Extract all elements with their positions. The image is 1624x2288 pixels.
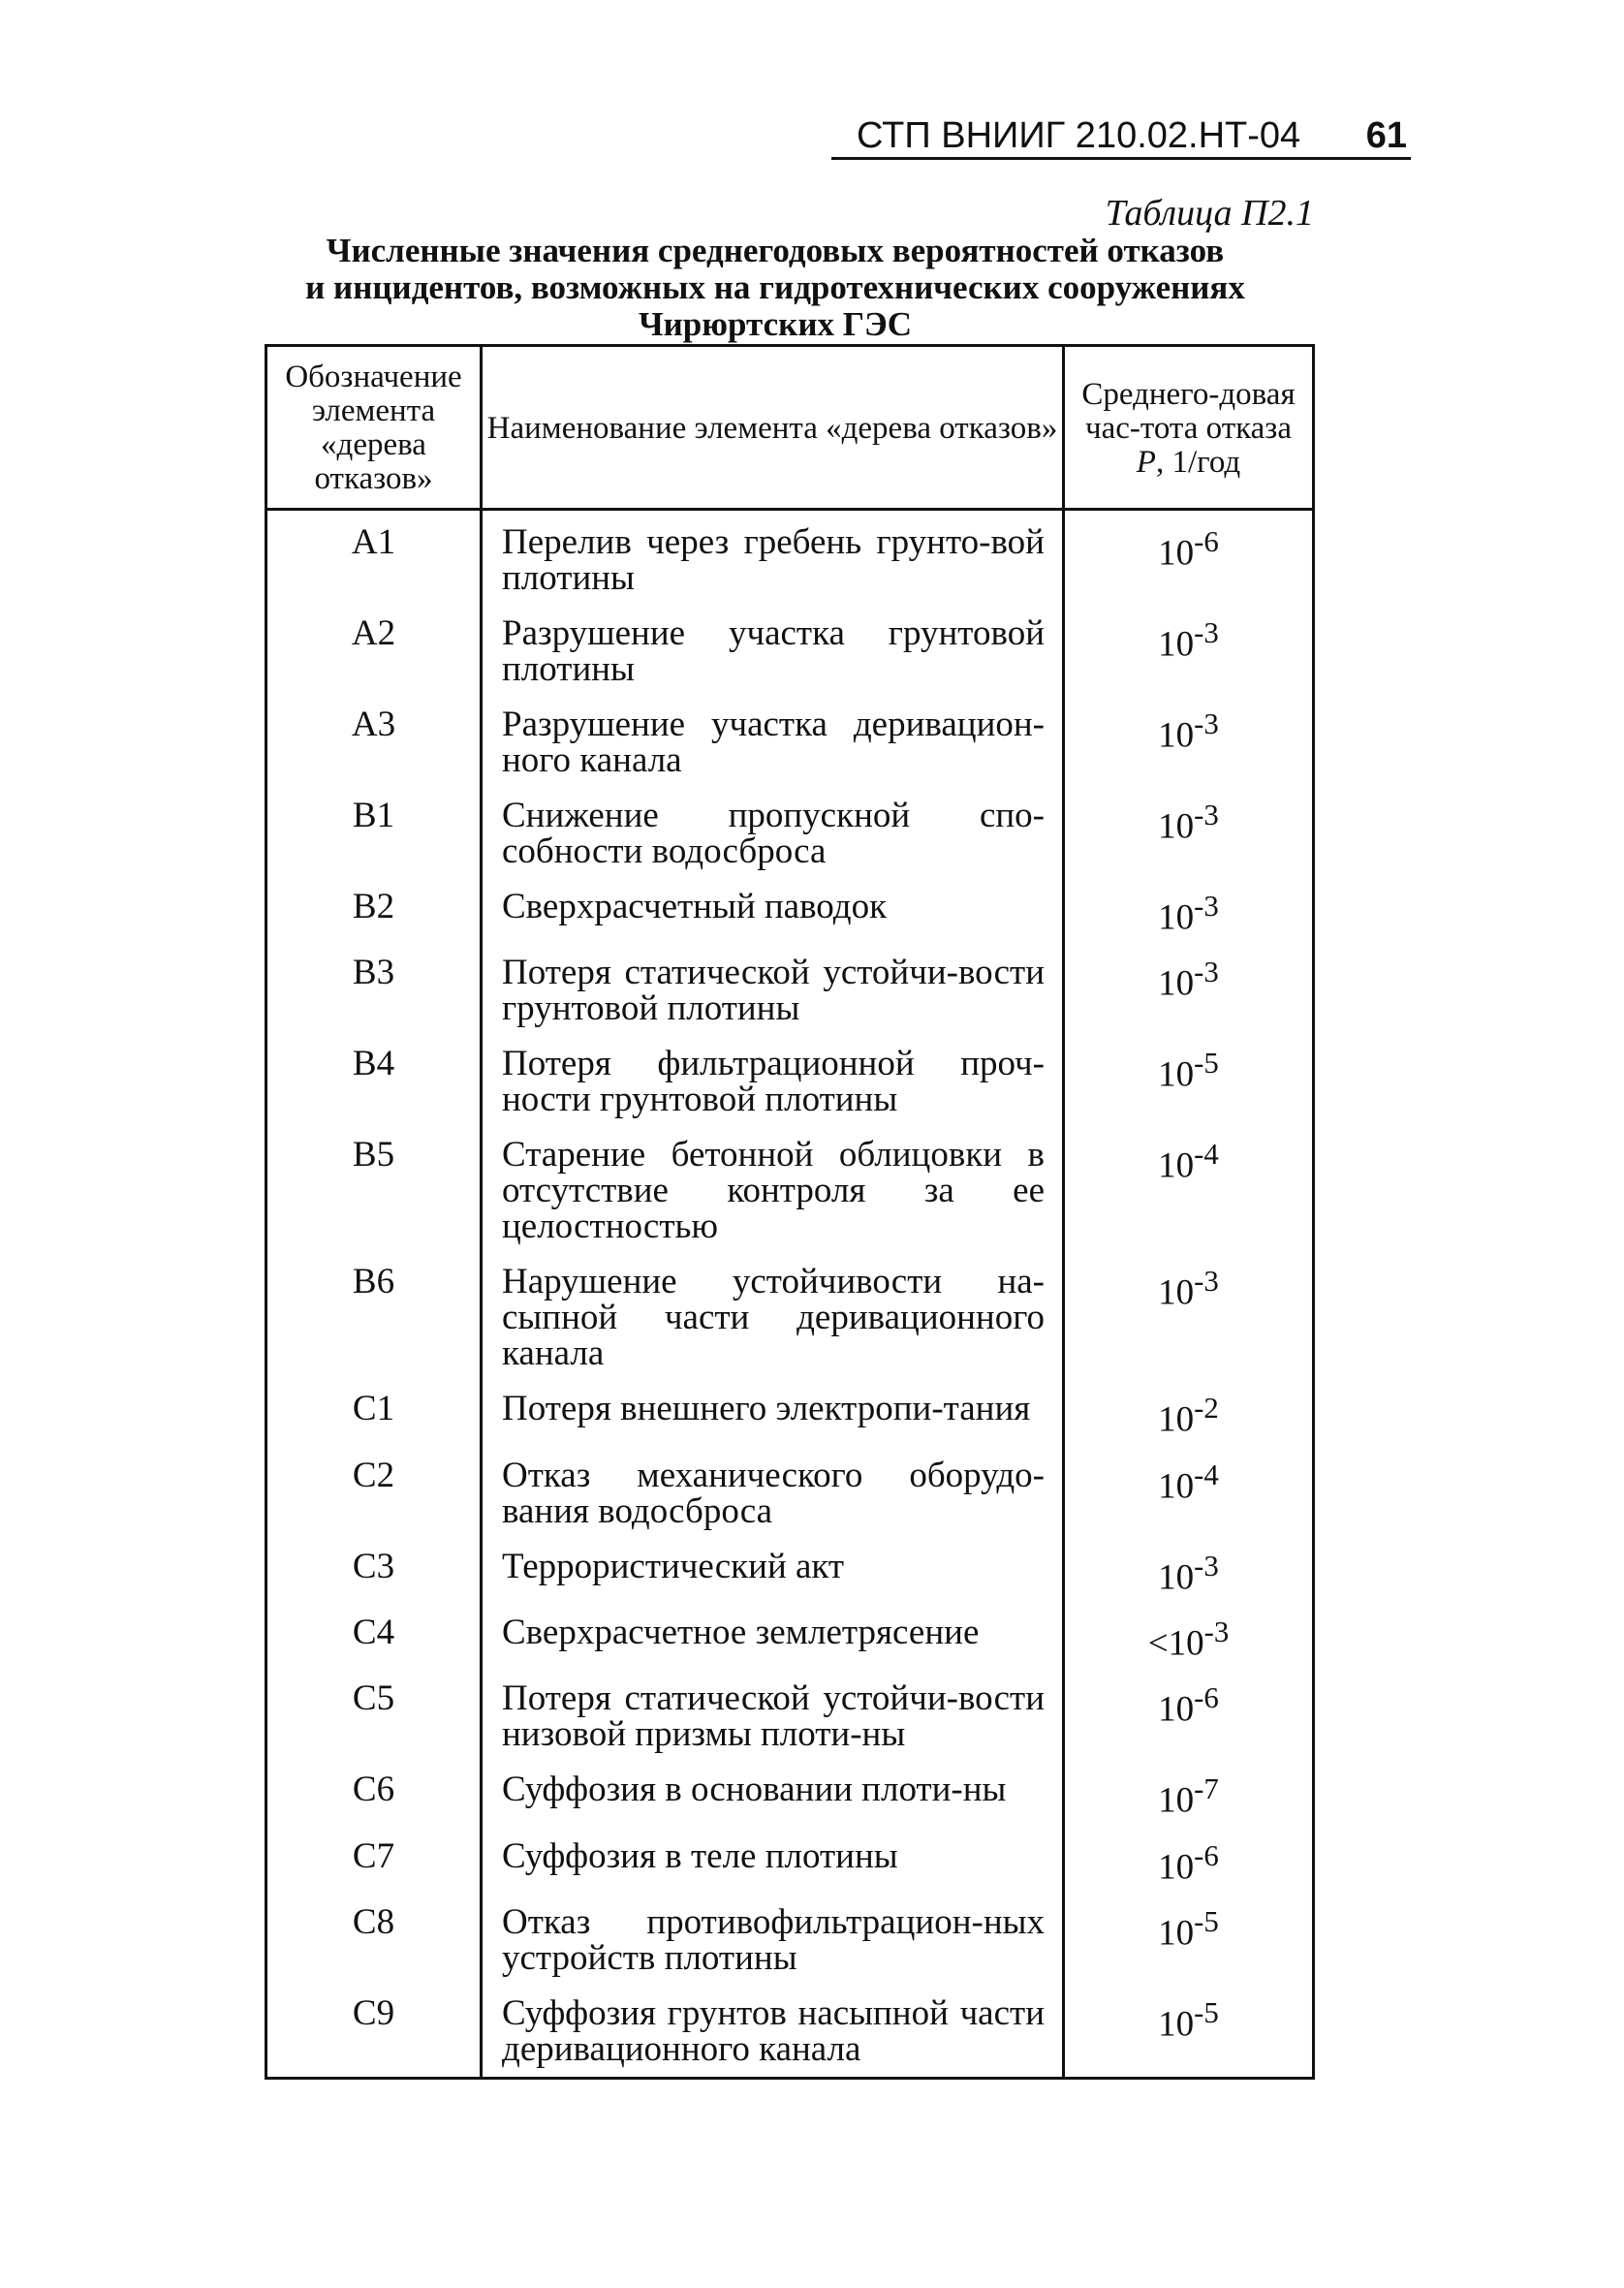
element-code: C2 xyxy=(266,1457,482,1549)
element-name: Суффозия в теле плотины xyxy=(482,1838,1064,1904)
failure-frequency xyxy=(1064,1995,1314,2079)
element-name: Потеря фильтрационной проч-ности грунтовой плотины xyxy=(482,1046,1064,1137)
frequency-exponent: -3 xyxy=(1194,1265,1219,1299)
table-row xyxy=(266,510,1314,616)
frequency-exponent: -6 xyxy=(1194,525,1219,558)
element-name: Потеря внешнего электропи-тания xyxy=(482,1391,1064,1457)
page-number: 61 xyxy=(1365,115,1407,156)
table-row xyxy=(266,1457,1314,1549)
element-code: B2 xyxy=(266,889,482,955)
frequency-base: 10 xyxy=(1158,1145,1195,1186)
frequency-base: 10 xyxy=(1168,1623,1204,1664)
element-name: Суффозия грунтов насыпной части деривационного канала xyxy=(482,1995,1064,2079)
table-row xyxy=(266,1838,1314,1904)
element-name: Отказ противофильтрацион-ных устройств плотины xyxy=(482,1904,1064,1995)
frequency-base: 10 xyxy=(1158,2004,1195,2045)
header-frequency-unit: , 1/год xyxy=(1155,444,1241,480)
table-row xyxy=(266,1549,1314,1614)
frequency-base: 10 xyxy=(1158,1556,1195,1597)
frequency-base: 10 xyxy=(1158,624,1195,665)
table-row xyxy=(266,1137,1314,1264)
table-label: Таблица П2.1 xyxy=(1105,193,1314,234)
table-caption xyxy=(242,233,1308,343)
element-code: B1 xyxy=(266,798,482,889)
frequency-base: 10 xyxy=(1158,1689,1195,1730)
element-code: C6 xyxy=(266,1771,482,1837)
failure-frequency xyxy=(1064,1549,1314,1614)
frequency-exponent: -3 xyxy=(1194,616,1219,649)
header-frequency-symbol: P xyxy=(1136,444,1156,480)
header-name-text: Наименование элемента «дерева отказов» xyxy=(486,410,1058,446)
element-name: Разрушение участка деривацион-ного канала xyxy=(482,706,1064,798)
element-code: B5 xyxy=(266,1137,482,1264)
element-code: C1 xyxy=(266,1391,482,1457)
table-row xyxy=(266,706,1314,798)
header-frequency xyxy=(1064,346,1314,510)
frequency-exponent: -4 xyxy=(1194,1138,1219,1172)
table-header-row xyxy=(266,346,1314,510)
header-frequency-text: Среднего-довая час-тота отказа xyxy=(1081,376,1296,446)
caption-line: Численные значения среднегодовых вероятностей отказов xyxy=(326,232,1225,269)
frequency-base: 10 xyxy=(1158,1465,1195,1506)
failure-frequency xyxy=(1064,1680,1314,1771)
element-name: Террористический акт xyxy=(482,1549,1064,1614)
element-code: A3 xyxy=(266,706,482,798)
frequency-base: 10 xyxy=(1158,897,1195,938)
element-code: B3 xyxy=(266,955,482,1046)
element-name: Разрушение участка грунтовой плотины xyxy=(482,615,1064,706)
element-code: C5 xyxy=(266,1680,482,1771)
caption-line: Чирюртских ГЭС xyxy=(638,305,913,343)
failure-frequency xyxy=(1064,1046,1314,1137)
failure-frequency xyxy=(1064,889,1314,955)
element-name: Нарушение устойчивости на-сыпной части деривационного канала xyxy=(482,1264,1064,1391)
frequency-exponent: -3 xyxy=(1203,1614,1230,1648)
frequency-exponent: -7 xyxy=(1194,1772,1219,1806)
frequency-base: 10 xyxy=(1158,1399,1195,1440)
failure-frequency xyxy=(1064,1838,1314,1904)
frequency-exponent: -3 xyxy=(1194,707,1219,740)
frequency-exponent: -3 xyxy=(1194,890,1219,923)
frequency-base: 10 xyxy=(1158,1846,1195,1887)
failure-frequency xyxy=(1064,1904,1314,1995)
frequency-base: 10 xyxy=(1158,1780,1195,1821)
frequency-exponent: -4 xyxy=(1194,1457,1219,1491)
table-row xyxy=(266,1904,1314,1995)
frequency-exponent: -5 xyxy=(1194,1995,1219,2029)
failure-frequency xyxy=(1064,955,1314,1046)
frequency-exponent: -5 xyxy=(1194,1047,1219,1081)
table-row xyxy=(266,1046,1314,1137)
element-code: A1 xyxy=(266,510,482,616)
table-row xyxy=(266,1680,1314,1771)
frequency-base: 10 xyxy=(1158,963,1195,1004)
failure-frequency xyxy=(1064,1137,1314,1264)
failure-frequency xyxy=(1064,706,1314,798)
frequency-exponent: -6 xyxy=(1194,1681,1219,1715)
failure-frequency xyxy=(1064,798,1314,889)
frequency-base: 10 xyxy=(1158,1054,1195,1095)
table-row xyxy=(266,615,1314,706)
running-header xyxy=(831,114,1411,160)
failure-frequency xyxy=(1064,615,1314,706)
failure-frequency xyxy=(1064,1264,1314,1391)
failure-frequency xyxy=(1064,510,1314,616)
element-code: B6 xyxy=(266,1264,482,1391)
frequency-base: 10 xyxy=(1158,806,1195,847)
frequency-prefix: < xyxy=(1147,1623,1169,1664)
table-row xyxy=(266,1391,1314,1457)
element-name: Перелив через гребень грунто-вой плотины xyxy=(482,510,1064,616)
frequency-base: 10 xyxy=(1158,533,1195,574)
element-name: Суффозия в основании плоти-ны xyxy=(482,1771,1064,1837)
table-row xyxy=(266,1995,1314,2079)
frequency-exponent: -6 xyxy=(1194,1838,1219,1872)
table-row xyxy=(266,955,1314,1046)
element-name: Отказ механического оборудо-вания водосброса xyxy=(482,1457,1064,1549)
table-body xyxy=(266,510,1314,2079)
element-name: Старение бетонной облицовки в отсутствие контроля за ее целостностью xyxy=(482,1137,1064,1264)
element-name: Потеря статической устойчи-вости грунтовой плотины xyxy=(482,955,1064,1046)
header-code: Обозначение элемента «дерева отказов» xyxy=(266,346,482,510)
element-code: C3 xyxy=(266,1549,482,1614)
failure-frequency xyxy=(1064,1457,1314,1549)
frequency-base: 10 xyxy=(1158,715,1195,756)
frequency-exponent: -3 xyxy=(1194,1549,1219,1583)
failure-frequency xyxy=(1064,1614,1314,1680)
failure-frequency xyxy=(1064,1391,1314,1457)
frequency-exponent: -3 xyxy=(1194,956,1219,989)
element-name: Потеря статической устойчи-вости низовой призмы плоти-ны xyxy=(482,1680,1064,1771)
frequency-exponent: -5 xyxy=(1194,1904,1219,1938)
frequency-base: 10 xyxy=(1158,1272,1195,1313)
table-row xyxy=(266,1264,1314,1391)
frequency-exponent: -3 xyxy=(1194,799,1219,831)
table-row xyxy=(266,889,1314,955)
element-code: C4 xyxy=(266,1614,482,1680)
element-code: B4 xyxy=(266,1046,482,1137)
element-code: C9 xyxy=(266,1995,482,2079)
element-name: Сверхрасчетный паводок xyxy=(482,889,1064,955)
table-row xyxy=(266,1771,1314,1837)
caption-line: и инцидентов, возможных на гидротехнических сооружениях xyxy=(305,268,1245,306)
element-code: A2 xyxy=(266,615,482,706)
element-code: C7 xyxy=(266,1838,482,1904)
table-row xyxy=(266,798,1314,889)
header-name xyxy=(482,346,1064,510)
element-code: C8 xyxy=(266,1904,482,1995)
element-name: Снижение пропускной спо-собности водосброса xyxy=(482,798,1064,889)
frequency-exponent: -2 xyxy=(1194,1392,1219,1426)
table-row xyxy=(266,1614,1314,1680)
frequency-base: 10 xyxy=(1158,1913,1195,1954)
failure-frequency-table xyxy=(265,344,1315,2080)
element-name: Сверхрасчетное землетрясение xyxy=(482,1614,1064,1680)
standard-designation: СТП ВНИИГ 210.02.НТ-04 xyxy=(857,115,1301,156)
failure-frequency xyxy=(1064,1771,1314,1837)
